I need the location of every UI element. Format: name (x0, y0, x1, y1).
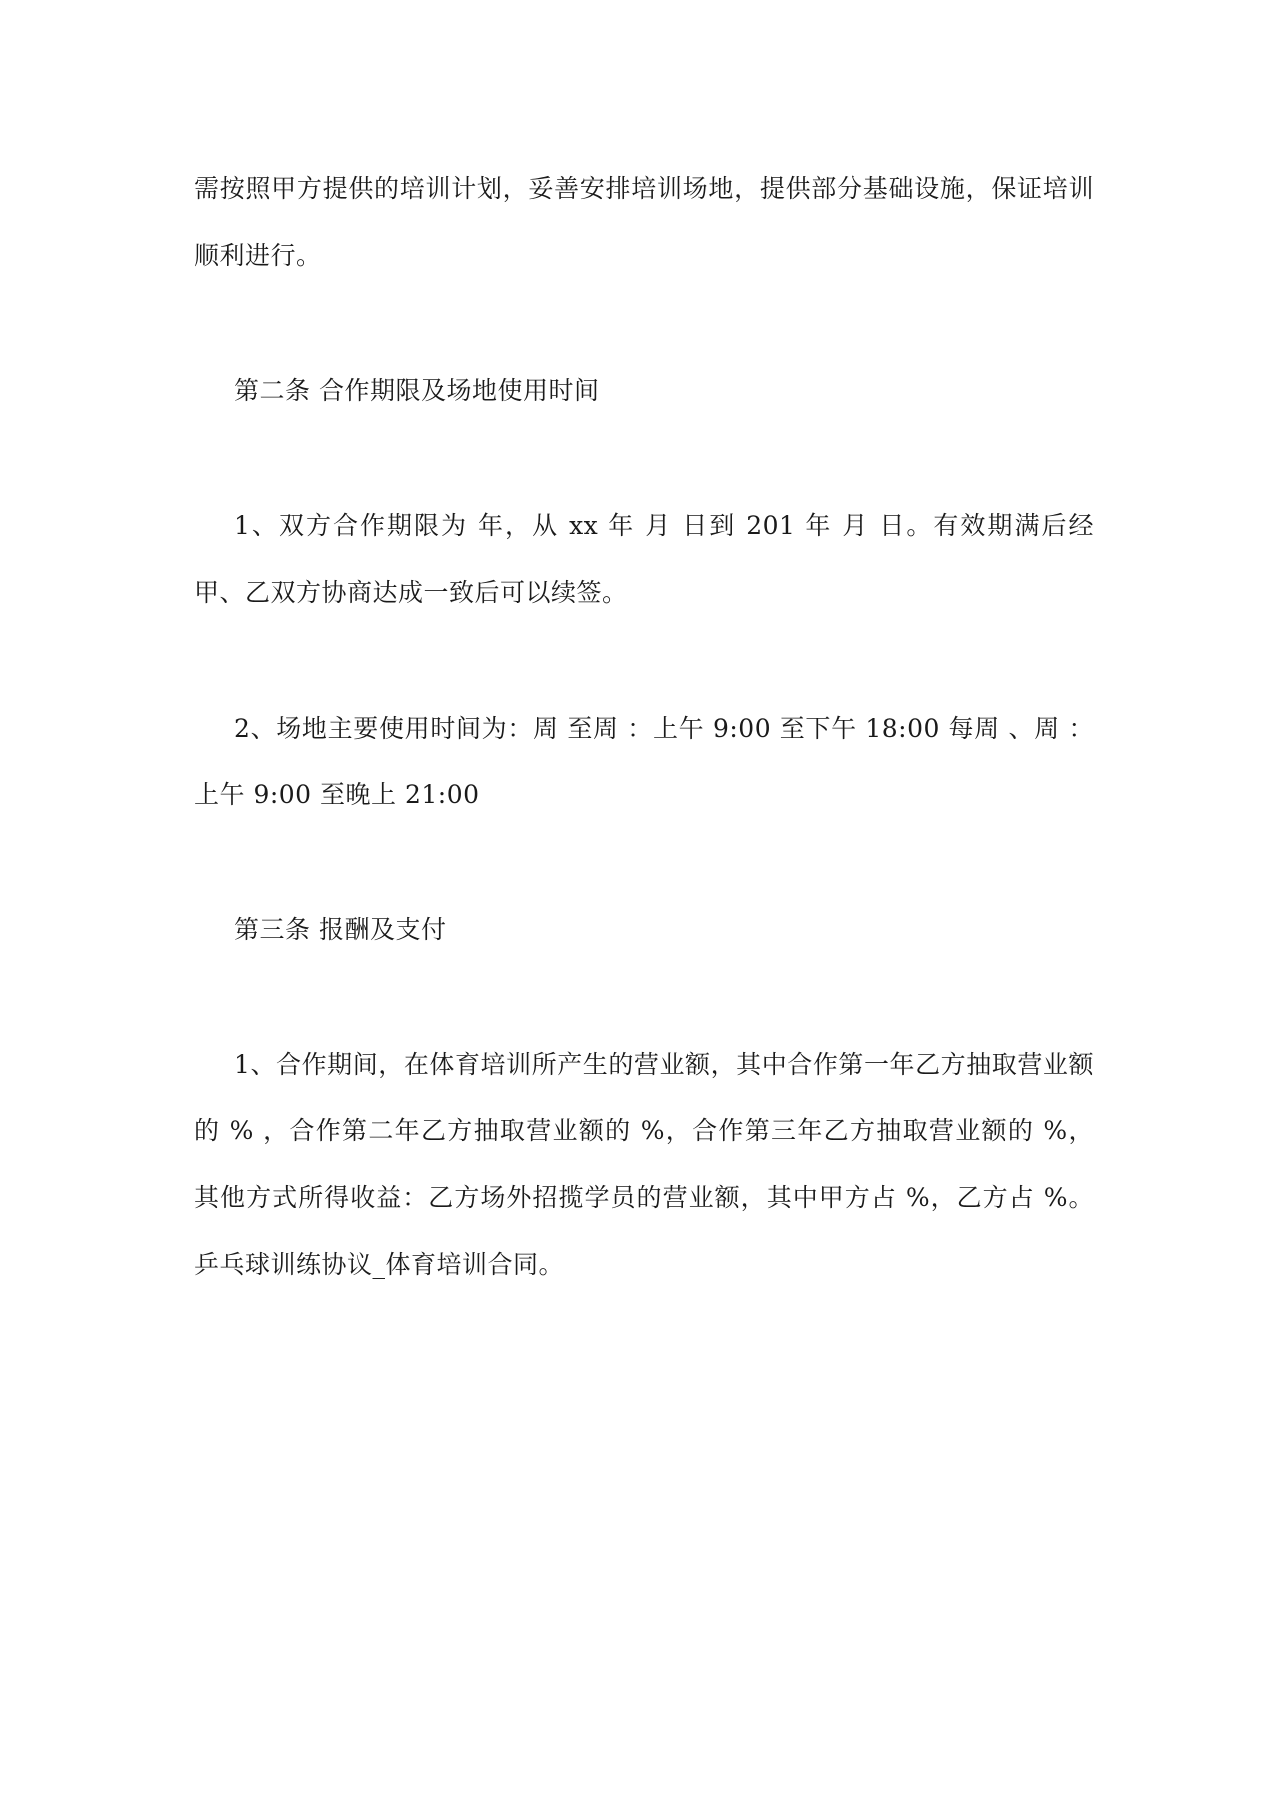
body-text-line: 顺利进行。 (194, 241, 322, 270)
section-heading-article-3: 第三条 报酬及支付 (234, 915, 447, 944)
body-text-line: 乒乓球训练协议_体育培训合同。 (194, 1250, 565, 1279)
body-text-line: 其他方式所得收益：乙方场外招揽学员的营业额，其中甲方占 %，乙方占 %。 (194, 1183, 1094, 1212)
body-text-line: 甲、乙双方协商达成一致后可以续签。 (194, 578, 628, 607)
body-text-line: 1、双方合作期限为 年，从 xx 年 月 日到 201 年 月 日。有效期满后经 (234, 511, 1094, 540)
body-text-line: 的 % ，合作第二年乙方抽取营业额的 %，合作第三年乙方抽取营业额的 %， (194, 1116, 1094, 1145)
section-heading-article-2: 第二条 合作期限及场地使用时间 (234, 376, 600, 405)
body-text-line: 2、场地主要使用时间为：周 至周 ：上午 9:00 至下午 18:00 每周 、周 ： (234, 714, 1094, 743)
body-text-line: 需按照甲方提供的培训计划，妥善安排培训场地，提供部分基础设施，保证培训 (194, 174, 1094, 203)
body-text-line: 上午 9:00 至晚上 21:00 (194, 780, 480, 809)
body-text-line: 1、合作期间，在体育培训所产生的营业额，其中合作第一年乙方抽取营业额 (234, 1050, 1094, 1079)
